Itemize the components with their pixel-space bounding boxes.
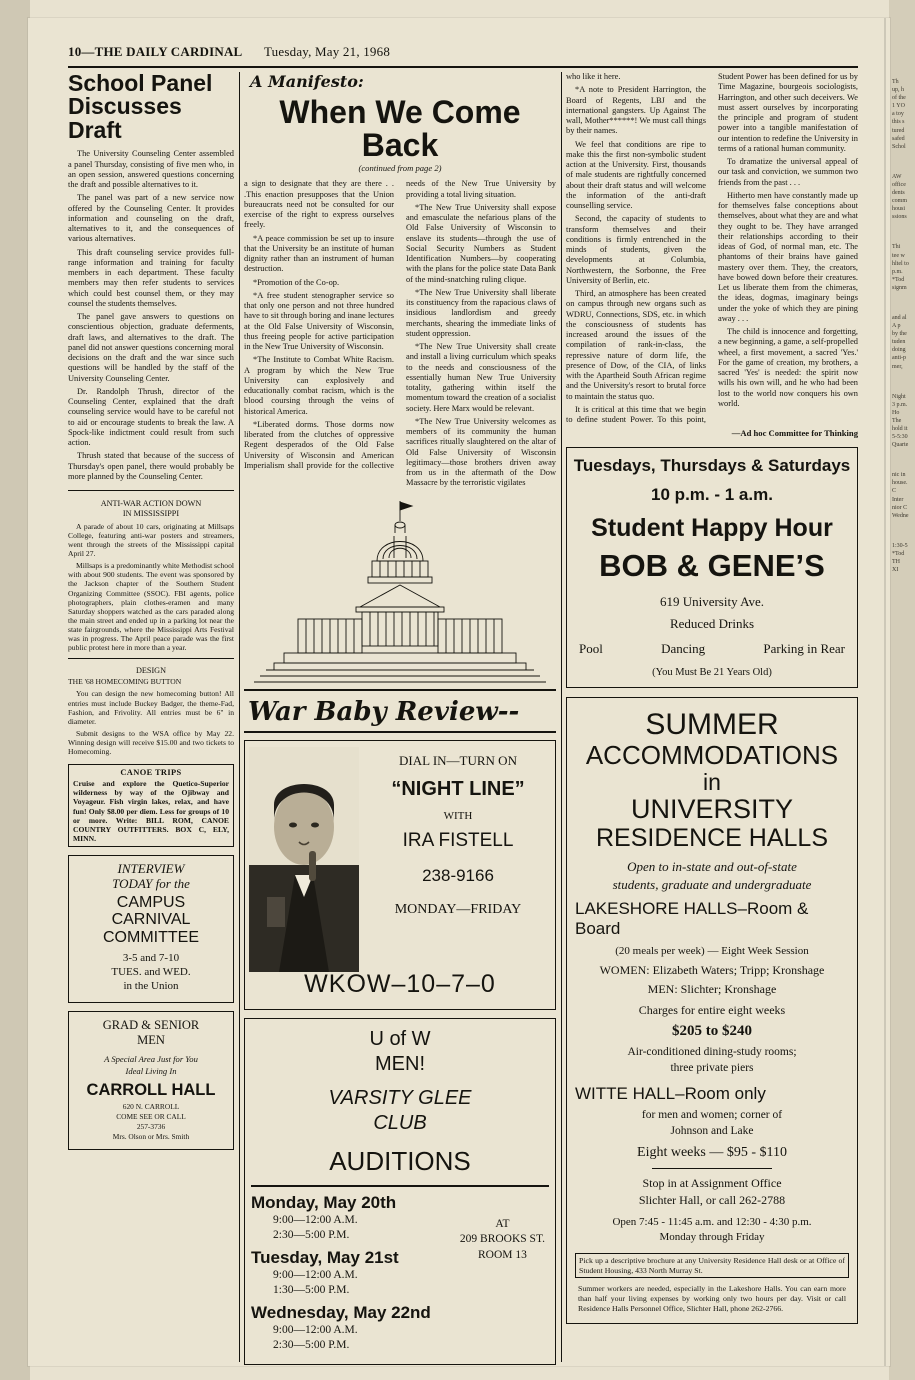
edge-frag-42: *Tod: [892, 550, 905, 557]
ad-carroll-l9: Mrs. Olson or Mrs. Smith: [112, 1132, 190, 1142]
divider-1: [68, 490, 234, 491]
ad-glee-l3: VARSITY GLEE: [328, 1086, 472, 1109]
page-fold: [884, 18, 886, 1366]
column-rule-2: [561, 72, 562, 1362]
ad-canoe-trips[interactable]: [68, 764, 234, 847]
brief-antiwar-title-1: ANTI-WAR ACTION DOWN: [100, 499, 202, 509]
ad-carnival-l8: in the Union: [123, 980, 179, 993]
ad-carroll-l6: 620 N. CARROLL: [122, 1102, 180, 1112]
ad-bg-pool: Pool: [579, 641, 603, 657]
ad-glee-schedule: [251, 1193, 549, 1354]
edge-frag-44: XI: [892, 567, 899, 574]
edge-frag-8: Schol: [892, 143, 906, 150]
ad-carnival-l3: CAMPUS: [116, 893, 186, 911]
ad-summer-price: $205 to $240: [672, 1023, 752, 1040]
ad-glee-day-1: Monday, May 20th: [251, 1192, 397, 1212]
masthead-page-label: 10—THE DAILY CARDINAL: [68, 44, 243, 59]
ad-glee-day-2-time-2: 1:30—5:00 P.M.: [273, 1284, 350, 1297]
ad-summer-t3: in: [703, 768, 721, 795]
ad-carnival-l2: TODAY for the: [112, 875, 190, 891]
ad-summer-t5: RESIDENCE HALLS: [595, 823, 829, 852]
ad-glee-auditions: AUDITIONS: [329, 1145, 471, 1176]
school-panel-body: The University Counseling Center assembled a panel Thursday, consisting of five men who, in an open session, answered questions concerning the draft and possible alternatives to it. The panel was part of a new service now offered by the Counseling Center. It provides information and counseling on the draft, alternatives to it, and the consequences of various alternatives. This draft counseling service provides full-range information and training for faculty members in each department. These faculty members may then refer students to services which could best counsel them, or they may counsel the students themselves. The panel gave answers to questions on conscientious objection, graduate deferments, draft laws, and alternatives to the draft. The panel did not answer questions concerning moral decisions on the draft and the war since such questions will be handled by the staff of the University Counseling Center. Dr. Randolph Thrush, director of the Counseling Center, explained that the draft counseling service would have to be careful not to aid or encourage students to break the law. A Spock-like indictment could result from such action. Thrush stated that because of the success of Thursday's open panel, there would probably be more planned by the Counseling Center.: [68, 149, 234, 481]
brief-antiwar-title-2: IN MISSISSIPPI: [122, 508, 180, 518]
edge-frag-7: safed: [892, 135, 905, 142]
story-headline-school-panel: School Panel Discusses Draft: [68, 70, 213, 143]
ad-glee-day-1-time-1: 9:00—12:00 A.M.: [273, 1213, 358, 1226]
ad-carroll-hall[interactable]: [68, 1011, 234, 1151]
divider-warbaby-bottom: [244, 731, 556, 733]
column-one: [68, 72, 234, 1150]
ad-wkow-photo: [249, 747, 359, 972]
column-rule-1: [239, 72, 240, 1362]
ad-wkow-night-line[interactable]: [244, 740, 556, 1010]
ad-carroll-l3: A Special Area Just for You: [104, 1053, 198, 1064]
ad-summer-t4: UNIVERSITY: [630, 794, 794, 825]
edge-frag-32: hold it: [892, 426, 908, 432]
ad-bg-parking: Parking in Rear: [763, 641, 845, 657]
edge-frag-9: AW: [892, 173, 902, 180]
ad-glee-l4: CLUB: [373, 1111, 427, 1134]
ad-wkow-l5: 238-9166: [422, 865, 494, 885]
edge-frag-15: Thi: [892, 244, 901, 251]
ad-carnival-l4: CARNIVAL: [111, 911, 191, 929]
edge-frag-24: tuden: [892, 339, 906, 346]
edge-frag-40: Wedne: [892, 512, 909, 519]
edge-frag-31: The: [892, 417, 902, 424]
ad-campus-carnival[interactable]: [68, 855, 234, 1003]
edge-frag-2: of the: [892, 95, 906, 102]
column-three: [566, 72, 858, 1324]
edge-frag-10: office: [892, 181, 906, 188]
edge-frag-19: *Tod: [892, 276, 905, 283]
brief-antiwar: ANTI-WAR ACTION DOWN IN MISSISSIPPI A parade of about 10 cars, originating at Millsaps College, featuring anti-war posters and streamers, went through the streets of the Mississippi capital April 27. Millsaps is a predominantly white Methodist school with about 900 students. The event was sponsored by the Jackson chapter of the Southern Student Organizing Committee (SSOC). FBI agents, police photographers, plain clothes-eramen and many Saturday shoppers watched as the cars paraded along the main street and ended up in a parking lot near the state fairgrounds, where the Mississippi Arts Festival was in progress. The April peace parade was the first public protest here in more than a year.: [68, 499, 234, 653]
brief-design-title: DESIGN: [135, 666, 167, 676]
ad-summer-t2: ACCOMMODATIONS: [585, 740, 839, 771]
edge-frag-26: anti-p: [892, 355, 906, 362]
edge-frag-33: 5-5:30: [892, 434, 908, 441]
edge-frag-35: nic in: [892, 472, 906, 479]
ad-summer-stop2: Slichter Hall, or call 262-2788: [638, 1193, 786, 1208]
ad-carroll-l7: COME SEE OR CALL: [116, 1112, 186, 1122]
ad-summer-witte-sub1: for men and women; corner of: [641, 1109, 783, 1122]
edge-frag-43: TH: [892, 559, 900, 566]
edge-frag-37: C: [892, 488, 897, 495]
ad-glee-loc-2: 209 BROOKS ST.: [459, 1233, 545, 1246]
ad-glee-loc-1: AT: [495, 1217, 510, 1230]
edge-frag-21: and al: [892, 314, 907, 321]
ad-summer-men: MEN: Slichter; Kronshage: [647, 982, 777, 997]
ad-wkow-l2: “NIGHT LINE”: [391, 777, 525, 800]
edge-frag-16: tee w: [892, 252, 905, 259]
edge-frag-17: hltel to: [892, 260, 909, 267]
ad-bg-drinks: Reduced Drinks: [669, 616, 755, 632]
edge-frag-12: comm: [892, 198, 907, 205]
ad-bg-address: 619 University Ave.: [659, 594, 765, 610]
manifesto-kicker: A Manifesto:: [250, 72, 364, 91]
ad-summer-witte-sub2: Johnson and Lake: [670, 1124, 754, 1137]
column-two: [244, 72, 556, 1365]
edge-frag-4: a toy: [892, 111, 904, 118]
edge-frag-22: A p: [892, 323, 901, 330]
ad-carnival-l1: INTERVIEW: [117, 860, 185, 876]
edge-frag-25: doing: [892, 347, 906, 354]
ad-summer-open2: Monday through Friday: [659, 1231, 765, 1244]
ad-carroll-l1: GRAD & SENIOR: [102, 1017, 200, 1032]
ad-summer-divider: [652, 1168, 772, 1169]
ad-canoe-title: CANOE TRIPS: [120, 768, 182, 778]
edge-frag-18: p.m.: [892, 268, 903, 275]
ad-glee-day-2-time-1: 9:00—12:00 A.M.: [273, 1268, 358, 1281]
ad-wkow-l6: MONDAY—FRIDAY: [394, 901, 522, 917]
edge-frag-29: 3 p.m.: [892, 401, 908, 408]
ad-bg-hours: 10 p.m. - 1 a.m.: [651, 485, 773, 505]
manifesto-body: a sign to designate that they are there . . .This enaction presupposes that the Union bureaucrats need not be consulted for our exercise of the right to express ourselves freely. *A peace commission be set up to insure that the University be an institute of human dignity rather than an instrument of human destruction. *Promotion of the Co-op. *A free student stenographer service so that only one person and not three hundred have to sit through boring and inane lectures at the Old False University of Wisconsin, thus freeing people for active participation in the New True University of Wisconsin. *The Institute to Combat White Racism. A program by which the New True University can explosively and educationally combat racism, which is the blood coursing through the veins of historical America. *Liberated dorms. Those dorms now liberated from the clutches of oppressive Regent desperados of the Old False University of Wisconsin and American Imperialism shall provide for the collective needs of the New True University by providing a total living situation. *The New True University shall expose and emasculate the nefarious plans of the Old False University of Wisconsin to enslave its students—through the use of Social Security Numbers as Student Identification Numbers—by cooperating with the plans for the police state Data Bank of the mind-snatching ruling clique. *The New True University shall liberate its constituency from the rapacious claws of insidious landlordism and greedy merchants, shearing the immediate links of student oppression. *The New True University shall create and install a living curriculum which speaks to the needs and consciousness of the essentially human New True University totality, gathering within itself the momentum toward the creation of a socialist society. Here Marx would be relevant. *The New True University welcomes as members of its community the human sacrifices ritually slaughtered on the altar of Old False University of Wisconsin legitimacy—those brothers driven away from us in the aftermath of the Dow Massacre by the terroristic vigilates: [244, 179, 556, 488]
edge-frag-28: Night: [892, 393, 906, 400]
ad-bg-days: Tuesdays, Thursdays & Saturdays: [573, 456, 851, 476]
masthead-date: Tuesday, May 21, 1968: [264, 44, 391, 59]
ad-carroll-l2: MEN: [137, 1032, 165, 1047]
ad-carroll-l4: Ideal Living In: [125, 1066, 177, 1077]
capitol-drawing-svg: [244, 495, 556, 685]
ad-glee-day-3-time-1: 9:00—12:00 A.M.: [273, 1323, 358, 1336]
ad-bg-age: (You Must Be 21 Years Old): [652, 667, 772, 679]
ad-summer-sub2: students, graduate and undergraduate: [612, 876, 812, 892]
edge-frag-14: ssions: [892, 214, 907, 221]
divider-warbaby-top: [244, 689, 556, 691]
ad-glee-day-3: Wednesday, May 22nd: [251, 1302, 431, 1322]
ad-summer-witte-price: Eight weeks — $95 - $110: [637, 1145, 787, 1161]
ad-summer-charges: Charges for entire eight weeks: [638, 1003, 786, 1018]
page-edge-left: [0, 0, 30, 1380]
ad-bg-happy-hour: Student Happy Hour: [591, 514, 833, 543]
ad-summer-stop1: Stop in at Assignment Office: [642, 1176, 782, 1191]
page-edge-bleed-text: [892, 70, 914, 1360]
ad-glee-l1: U of W: [369, 1027, 431, 1050]
ad-carnival-l6: 3-5 and 7-10: [122, 951, 180, 964]
edge-frag-36: house.: [892, 480, 908, 487]
edge-frag-27: mer,: [892, 363, 903, 370]
ad-carroll-l5: CARROLL HALL: [86, 1081, 216, 1100]
ad-summer-witte: WITTE HALL–Room only: [575, 1084, 766, 1104]
ad-carroll-l8: 257-3736: [136, 1122, 166, 1132]
ad-bg-dancing: Dancing: [661, 641, 706, 657]
ad-summer-air2: three private piers: [670, 1061, 754, 1074]
ad-glee-loc-3: ROOM 13: [478, 1248, 527, 1261]
ad-glee-day-2: Tuesday, May 21st: [251, 1247, 399, 1267]
manifesto-signoff: —Ad hoc Committee for Thinking: [731, 428, 858, 439]
manifesto-body-cont: who like it here. *A note to President Harrington, the Board of Regents, LBJ and the international gangsters. Up Against The wall, Mother******! We must call things by their names. We feel that conditions are ripe to make this the first non-symbolic student action at the University. First, thousands of male students are rightfully concerned about their draft status and will welcome the information of the anti-draft counselling service. Second, the capacity of students to transform themselves and their conditions is firmly entrenched in the minds of students, given the developments at Columbia, Northwestern, the Sorbonne, the Free University of Berlin, etc. Third, an atmosphere has been created on campus through new organs such as WDRU, Connections, SDS, etc. in which the consciousness of students has increased around the issues of the compilation of rank-in-class, the repressive nature of dorm life, the presence of Dow, of the CIA, of links with the Apartheid South African regime and the University's resort to brutal force to maintain the status quo. It is critical at this time that we begin to define student Power. To this point, Student Power has been defined for us by Time Magazine, bourgeois sociologists, Harrington, and other such deceivers. We must assert ourselves by incorporating the principle and program of student power into a tangible manifestation of our intention to redefine the University in terms of a rational human community. To dramatize the universal appeal of our task and conviction, we summon two friends from the past . . . Hitherto men have constantly made up for themselves false conceptions about themselves, about what they are and what they ought to be. They have arranged their relationships according to their ideas of God, of normal man, etc. The phantoms of their brains have gained mastery over them. They, the creators, have bowed down before their creatures. Let us liberate them from the chimeras, the ideas, dogmas, imaginary beings under the yoke of which they are pining away . . . The child is innocence and forgetting, a new beginning, a game, a self-propelled wheel, a first movement, a sacred 'Yes.' For the game of creation, my brothers, a sacred 'Yes' is needed: the spirit now wills his own will, and he who had been lost to the world now conquers his own world.: [566, 72, 858, 424]
ad-carnival-l7: TUES. and WED.: [111, 965, 191, 978]
edge-frag-6: tured: [892, 127, 905, 134]
ad-summer-t1: SUMMER: [645, 708, 779, 742]
edge-frag-38: Inter: [892, 496, 904, 503]
edge-frag-20: signm: [892, 284, 907, 291]
edge-frag-39: nior C: [892, 504, 908, 511]
war-baby-review-title: War Baby Review--: [248, 696, 520, 727]
ad-glee-rule: [251, 1185, 549, 1187]
ad-bob-and-genes[interactable]: [566, 447, 858, 688]
ad-bg-features: [573, 641, 851, 657]
manifesto-continued: (continued from page 2): [358, 163, 442, 174]
ad-varsity-glee-club[interactable]: [244, 1018, 556, 1365]
ad-summer-lakeshore: LAKESHORE HALLS–Room & Board: [575, 899, 809, 939]
edge-frag-3: 1 YO: [892, 103, 905, 110]
edge-frag-5: this s: [892, 119, 905, 126]
ad-canoe-text: Cruise and explore the Quetico-Superior wilderness by way of the Ojibway and Voyageur. Fish virgin lakes, relax, and have fun! Only $8.00 per diem. Less for groups of 10 or more. Write: BILL ROM, CANOE COUNTRY OUTFITTERS. BOX C, ELY, MINN.: [73, 779, 229, 843]
ad-glee-day-1-time-2: 2:30—5:00 P.M.: [273, 1229, 350, 1242]
ad-summer-note-workers: Summer workers are needed, especially in the Lakeshore Halls. You can earn more than half your living expenses by working only two hours per day. Visit or call Residence Halls Personnel Office, Slichter Hall, phone 262-2766.: [578, 1284, 846, 1313]
ad-glee-day-3-time-2: 2:30—5:00 P.M.: [273, 1339, 350, 1352]
ad-summer-women: WOMEN: Elizabeth Waters; Tripp; Kronshage: [599, 963, 825, 978]
edge-frag-41: 1:30-5: [892, 542, 908, 549]
ad-wkow-callsign: WKOW–10–7–0: [304, 969, 496, 998]
ad-summer-sub1: Open to in-state and out-of-state: [627, 859, 797, 875]
ad-bg-name: BOB & GENE’S: [599, 548, 825, 584]
brief-design: DESIGN THE '68 HOMECOMING BUTTON You can design the new homecoming button! All entries must include Buckey Badger, the theme-Fad, Fashion, and Frivolity. All entries must be 6" in diameter. Submit designs to the WSA office by May 22. Winning design will receive $15.00 and two tickets to Homecoming.: [68, 666, 234, 757]
edge-frag-30: Ho: [892, 409, 900, 416]
ad-glee-l2: MEN!: [375, 1052, 425, 1075]
manifesto-headline: When We Come Back: [279, 94, 521, 163]
ad-summer-weeks: (20 meals per week) — Eight Week Session: [615, 945, 809, 958]
capitol-illustration: [244, 495, 556, 685]
ad-wkow-l3: WITH: [443, 809, 473, 822]
edge-frag-13: housi: [892, 206, 906, 213]
ad-summer-air1: Air-conditioned dining-study rooms;: [627, 1046, 797, 1059]
divider-2: [68, 658, 234, 659]
ad-summer-open1: Open 7:45 - 11:45 a.m. and 12:30 - 4:30 p.m.: [612, 1216, 812, 1229]
edge-frag-23: by the: [892, 331, 907, 338]
edge-frag-11: dents: [892, 190, 905, 197]
edge-frag-0: Th: [892, 79, 899, 85]
ad-wkow-l4: IRA FISTELL: [402, 829, 514, 851]
ad-wkow-l1: DIAL IN—TURN ON: [399, 752, 517, 768]
masthead: [68, 44, 858, 68]
ad-summer-note-brochure: Pick up a descriptive brochure at any University Residence Hall desk or at Office of Student Housing, 433 North Murray St.: [575, 1253, 849, 1278]
ad-summer-accommodations[interactable]: [566, 697, 858, 1323]
edge-frag-1: up, h: [892, 87, 904, 94]
announcer-photo-svg: [249, 747, 359, 972]
edge-frag-34: Quarte: [892, 442, 909, 449]
ad-glee-location: [460, 1217, 545, 1264]
ad-carnival-l5: COMMITTEE: [103, 929, 199, 947]
